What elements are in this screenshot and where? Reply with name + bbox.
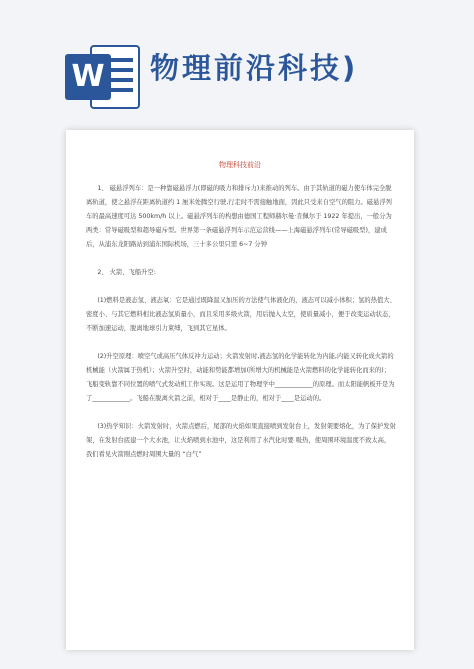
paragraph-rocket-heading: 2、 火箭、飞船升空: (97, 269, 156, 276)
document-page (66, 130, 414, 650)
paragraph-thermal: (3)热学知识：火箭发射时，火箭点燃后，尾部的火焰如果直接喷到发射台上，发射架要熔化，为了保护发射架，在发射台底建一个大水池，让火焰喷到水池中，这是利用了水汽化时要 吸热，使周围环境温度不致太高，我们看见火箭刚点燃时周围大量的 “白气” (86, 423, 396, 458)
document-body (86, 182, 396, 462)
paragraph-fuel: (1)燃料是液态氢、液态氧：它是通过既降温又加压的方法使气体液化的，液态可以减小体积；氢的热值大、密度小、与其它燃料相比液态氢质量小，而且采用多级火箭，用后抛入太空，使质量减小，便于改变运动状态，不断加速运动，脱离地球引力束缚，飞到其它星体。 (86, 297, 396, 332)
word-document-icon (65, 42, 143, 112)
document-title: 物理科技前沿 (219, 161, 261, 169)
paragraph-maglev: 1、 磁悬浮列车：是一种靠磁悬浮力(即磁的吸力和排斥力)来推动的列车。由于其轨道的磁力使车体完全脱离轨道，使之悬浮在距离轨道约 1 厘米处腾空行驶,行走时不需接触地面，因此只受来自空气的阻力。磁悬浮列车的最高速度可达 500km/h 以上。磁悬浮列车的构想由德国工程师赫尔曼·肯佩尔于 1922 年提出，一般分为两类：常导磁吸型和超导磁斥型。世界第一条磁悬浮列车示范运营线——上海磁悬浮列车(常导磁吸型)，建成后，从浦东龙阳路站到浦东国际机场，三十多公里只需 6~7 分钟 (86, 185, 392, 248)
word-logo-letter: W (71, 59, 105, 94)
paragraph-launch-principle: (2)升空原理：喷空气或高压气体反冲力运动；火箭发射时,液态氢的化学能转化为内能,内能又转化成火箭的机械能（火箭属于热机）；火箭升空时，动能和势能都增加(所增大的机械能是火箭燃料的化学能转化而来的)；飞船变轨靠不同位置的喷气式发动机工作实现。这是运用了物理学中____________的原理。而太阳能帆板开是为了____________。飞船在脱离火箭之前，相对于____是静止的，相对于____是运动的。 (86, 353, 395, 402)
banner-title: 物理前沿科技) (150, 51, 359, 85)
banner (0, 0, 474, 130)
